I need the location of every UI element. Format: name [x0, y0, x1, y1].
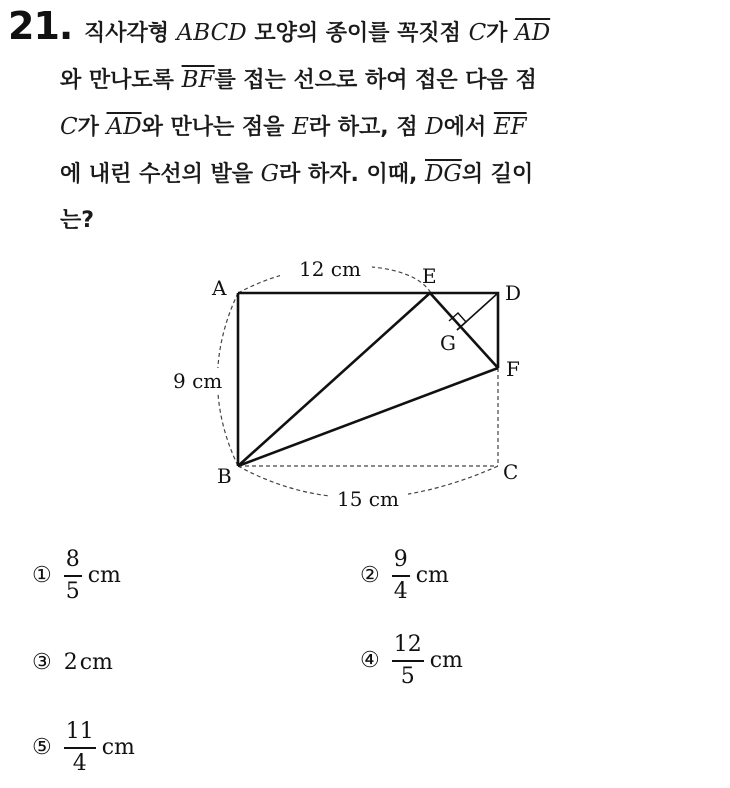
- math-symbol: D: [425, 114, 444, 140]
- text-run: 직사각형: [84, 21, 177, 46]
- question-line: [60, 10, 710, 57]
- choice-1-denominator: 5: [65, 578, 80, 604]
- choice-4-mark: ④: [360, 648, 380, 674]
- segment-notation: $\overline{DG}$: [424, 161, 462, 187]
- choice-1-numerator: 8: [65, 547, 80, 572]
- segment-notation: $\overline{BF}$: [181, 67, 215, 93]
- point-F-label: F: [506, 357, 520, 381]
- choice-5-denominator: 4: [72, 750, 87, 776]
- text-run: 가: [77, 115, 107, 140]
- choice-3-value: 2: [63, 650, 78, 675]
- segment-ADF: [238, 293, 498, 368]
- choice-5[interactable]: [32, 720, 135, 776]
- point-E-label: E: [422, 264, 437, 288]
- choice-4-fraction: [392, 633, 424, 689]
- point-A-label: A: [212, 276, 227, 300]
- point-C-label: C: [503, 460, 519, 484]
- label-12cm: 12 cm: [299, 257, 361, 281]
- fraction-bar: [392, 575, 410, 577]
- math-symbol: G: [260, 161, 280, 187]
- folded-rectangle-diagram: [165, 250, 545, 520]
- text-run: 에서: [443, 115, 494, 140]
- choice-5-unit: cm: [101, 735, 135, 761]
- text-run: 라 하고, 점: [308, 115, 426, 140]
- text-run: 와 만나는 점을: [141, 115, 293, 140]
- text-run: 모양의 종이를 꼭짓점: [246, 21, 469, 46]
- choice-3-unit: cm: [79, 650, 113, 675]
- choice-2-fraction: [392, 548, 410, 604]
- segment-BE: [238, 293, 430, 466]
- text-run: 와 만나도록: [60, 68, 182, 93]
- choice-1-fraction: [64, 548, 82, 604]
- fraction-bar: [64, 747, 96, 749]
- choice-5-numerator: 11: [65, 719, 94, 744]
- choice-2-denominator: 4: [393, 578, 408, 604]
- text-run: 라 하자. 이때,: [279, 162, 425, 187]
- segment-notation: $\overline{EF}$: [493, 114, 527, 140]
- label-15cm: 15 cm: [337, 487, 399, 511]
- math-symbol: C: [60, 114, 78, 140]
- choice-1-mark: ①: [32, 563, 52, 589]
- choice-2-unit: cm: [415, 563, 449, 589]
- segment-notation: $\overline{AD}$: [106, 114, 142, 140]
- geometry-figure: [165, 250, 545, 520]
- fraction-bar: [392, 660, 424, 662]
- fraction-bar: [64, 575, 82, 577]
- question-number: 21.: [8, 4, 73, 48]
- math-symbol: E: [292, 114, 309, 140]
- choice-4-unit: cm: [429, 648, 463, 674]
- segment-notation: $\overline{AD}$: [515, 20, 551, 46]
- choice-5-fraction: [64, 720, 96, 776]
- text-run: 는?: [60, 208, 95, 233]
- text-run: 가: [486, 21, 516, 46]
- choice-2[interactable]: [360, 548, 449, 604]
- text-run: 의 길이: [461, 162, 534, 187]
- choice-2-numerator: 9: [393, 547, 408, 572]
- math-symbol: ABCD: [176, 20, 247, 46]
- choice-2-mark: ②: [360, 563, 380, 589]
- choice-1-unit: cm: [87, 563, 121, 589]
- question-line: [60, 104, 710, 151]
- math-symbol: C: [468, 20, 487, 46]
- point-G-label: G: [440, 331, 456, 355]
- point-D-label: D: [505, 281, 522, 305]
- text-run: 에 내린 수선의 발을: [60, 162, 261, 187]
- question-line: [60, 57, 710, 104]
- choice-4[interactable]: [360, 633, 463, 689]
- choice-1[interactable]: [32, 548, 121, 604]
- segment-BF: [238, 368, 498, 466]
- choice-3-mark: ③: [32, 650, 52, 675]
- choice-5-mark: ⑤: [32, 735, 52, 761]
- question-line: [60, 151, 710, 198]
- choice-4-numerator: 12: [393, 632, 422, 657]
- label-9cm: 9 cm: [173, 369, 223, 393]
- choice-4-denominator: 5: [400, 663, 415, 689]
- question-text: [60, 10, 710, 244]
- choice-3[interactable]: [32, 650, 113, 675]
- question-line: [60, 198, 710, 244]
- text-run: 를 접는 선으로 하여 접은 다음 점: [214, 68, 537, 93]
- point-B-label: B: [217, 464, 232, 488]
